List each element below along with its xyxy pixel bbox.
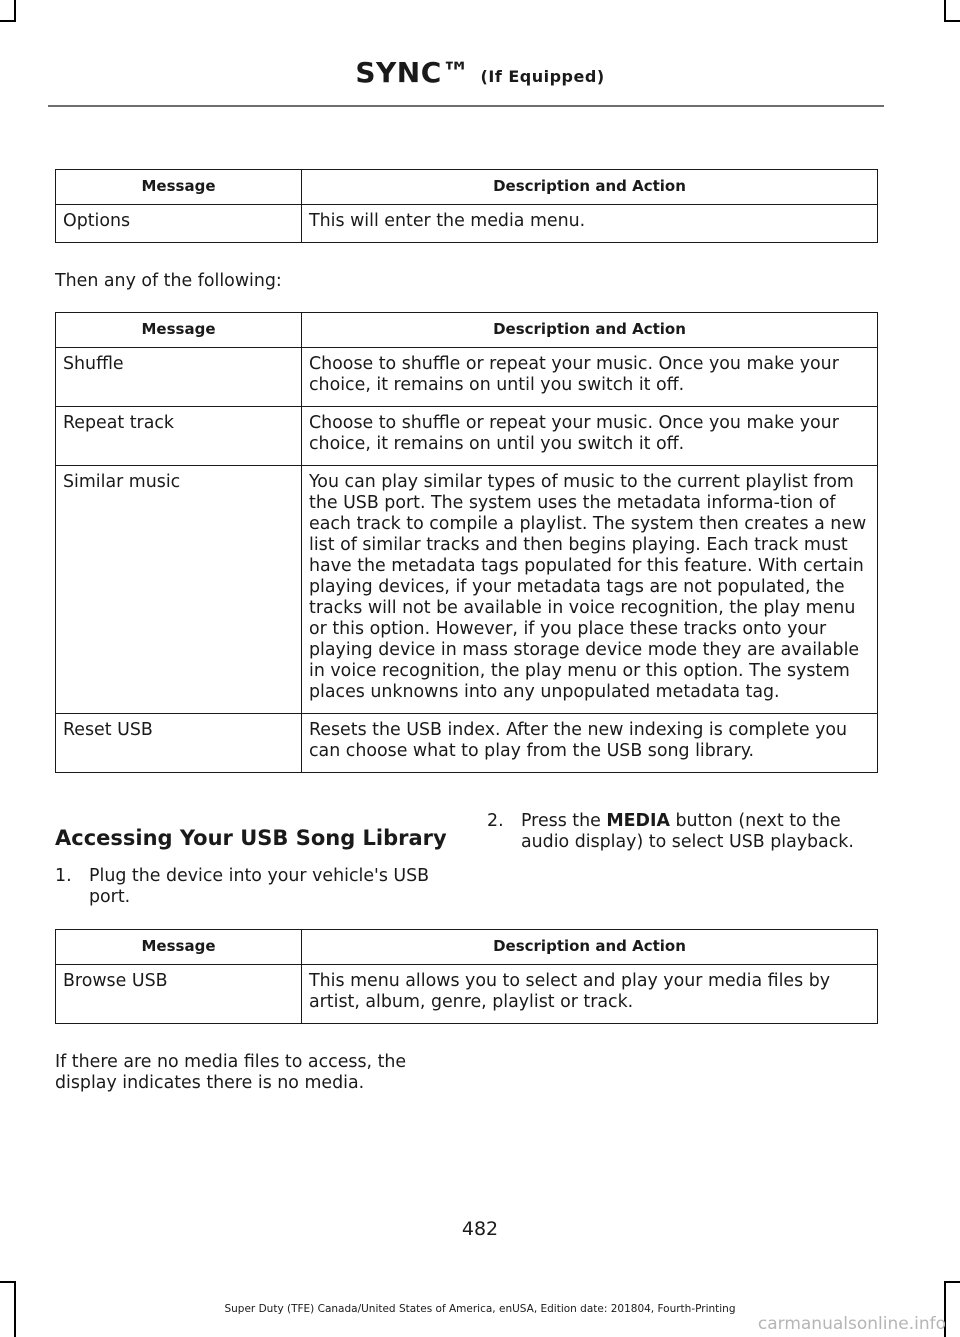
browse-table: [55, 929, 878, 1024]
media-options-table: [55, 312, 878, 773]
crop-mark: [0, 1281, 16, 1283]
table-header-row: [56, 930, 878, 965]
description-cell: This menu allows you to select and play your media files by artist, album, genre, playlist or track.: [302, 965, 878, 1024]
table-row: [56, 407, 878, 466]
outro-text: If there are no media files to access, the display indicates there is no media.: [55, 1052, 407, 1093]
column-header-description: Description and Action: [302, 170, 878, 205]
watermark: carmanualsonline.info: [757, 1314, 946, 1334]
description-cell: You can play similar types of music to the current playlist from the USB port. The system uses the metadata informa-tion of each track to compile a playlist. The system then creates a new list of similar tracks and then begins playing. Each track must have the metadata tags populated for this feature. With certain playing devices, if your metadata tags are not populated, the tracks will not be available in voice recognition, the play menu or this option. However, if you place these tracks onto your playing device in mass storage device mode they are available in voice recognition, the play menu or this option. The system places unknowns into any unpopulated metadata tag.: [302, 466, 878, 714]
header-divider: [48, 105, 884, 107]
step-number: 2.: [487, 811, 504, 831]
intro-text: Then any of the following:: [55, 271, 282, 291]
message-cell: Similar music: [56, 466, 302, 714]
table-header-row: [56, 170, 878, 205]
crop-mark: [14, 0, 16, 22]
table-row: [56, 348, 878, 407]
table-header-row: [56, 313, 878, 348]
table-row: [56, 205, 878, 243]
step-text-part: button (next to the audio display) to select USB playback.: [521, 811, 854, 852]
column-header-message: Message: [56, 930, 302, 965]
message-cell: Shuffle: [56, 348, 302, 407]
section-heading: Accessing Your USB Song Library: [55, 826, 447, 850]
table-row: [56, 965, 878, 1024]
message-cell: Options: [56, 205, 302, 243]
column-header-description: Description and Action: [302, 313, 878, 348]
header-title-text: SYNC™: [355, 56, 471, 89]
media-button-label: MEDIA: [606, 811, 670, 831]
description-cell: Choose to shuffle or repeat your music. Once you make your choice, it remains on until you switch it off.: [302, 348, 878, 407]
footer-text: Super Duty (TFE) Canada/United States of America, enUSA, Edition date: 201804, Fourth-Printing: [224, 1303, 736, 1315]
step-text: [521, 811, 882, 853]
crop-mark: [944, 0, 946, 22]
description-cell: This will enter the media menu.: [302, 205, 878, 243]
message-cell: Reset USB: [56, 714, 302, 773]
message-cell: Browse USB: [56, 965, 302, 1024]
page-number: 482: [461, 1218, 499, 1240]
description-cell: Resets the USB index. After the new indexing is complete you can choose what to play from the USB song library.: [302, 714, 878, 773]
options-table: [55, 169, 878, 243]
column-header-message: Message: [56, 313, 302, 348]
table-row: [56, 466, 878, 714]
column-header-description: Description and Action: [302, 930, 878, 965]
table-row: [56, 714, 878, 773]
step-text-part: Press the: [521, 811, 607, 831]
crop-mark: [0, 20, 16, 22]
column-header-message: Message: [56, 170, 302, 205]
crop-mark: [944, 1281, 960, 1283]
message-cell: Repeat track: [56, 407, 302, 466]
crop-mark: [944, 20, 960, 22]
step-text: Plug the device into your vehicle's USB port.: [89, 866, 430, 907]
description-cell: Choose to shuffle or repeat your music. Once you make your choice, it remains on until you switch it off.: [302, 407, 878, 466]
header-subtitle: (If Equipped): [480, 67, 605, 86]
step-number: 1.: [55, 866, 72, 886]
page-header-title: [0, 56, 960, 89]
